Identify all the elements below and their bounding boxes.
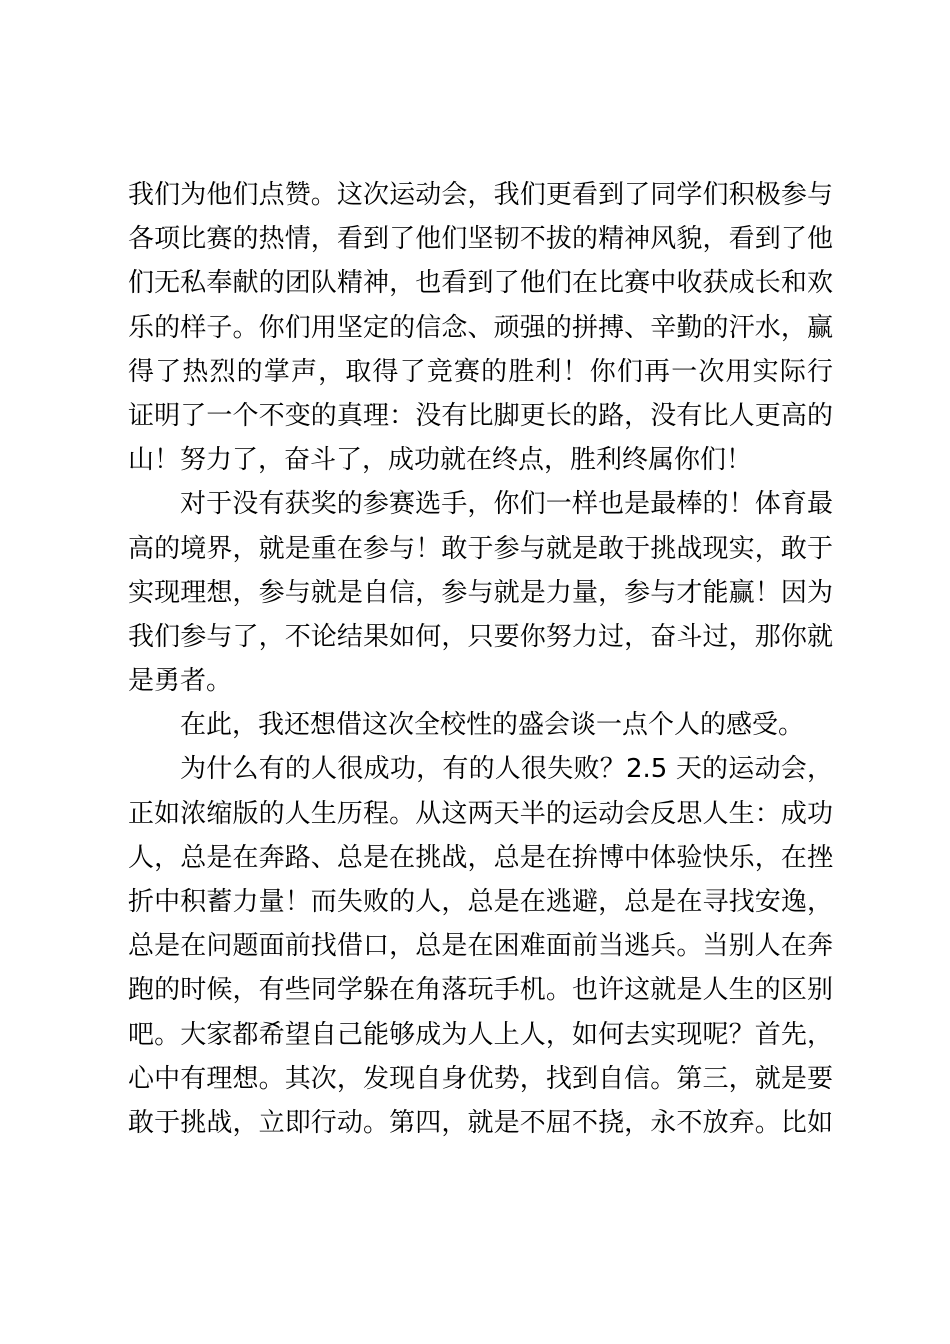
text-line: 乐的样子。你们用坚定的信念、顽强的拼搏、辛勤的汗水，赢 — [128, 312, 833, 343]
text-line: 心中有理想。其次，发现自身优势，找到自信。第三，就是要 — [128, 1063, 833, 1094]
paragraph — [128, 173, 833, 482]
text-line: 跑的时候，有些同学躲在角落玩手机。也许这就是人生的区别 — [128, 975, 833, 1006]
text-line: 对于没有获奖的参赛选手，你们一样也是最棒的！体育最 — [180, 489, 833, 520]
text-line: 我们为他们点赞。这次运动会，我们更看到了同学们积极参与 — [128, 180, 833, 210]
text-line: 人，总是在奔路、总是在挑战，总是在拚博中体验快乐，在挫 — [128, 842, 833, 873]
paragraph — [128, 747, 833, 1145]
text-line: 正如浓缩版的人生历程。从这两天半的运动会反思人生：成功 — [128, 798, 833, 829]
text-line: 总是在问题面前找借口，总是在困难面前当逃兵。当别人在奔 — [128, 931, 833, 962]
document-body — [128, 173, 833, 1145]
text-line: 山！努力了，奋斗了，成功就在终点，胜利终属你们！ — [128, 445, 753, 476]
text-line: 们无私奉献的团队精神，也看到了他们在比赛中收获成长和欢 — [128, 268, 833, 299]
text-line: 在此，我还想借这次全校性的盛会谈一点个人的感受。 — [180, 710, 805, 741]
paragraph — [128, 703, 833, 747]
text-line: 各项比赛的热情，看到了他们坚韧不拔的精神风貌，看到了他 — [128, 224, 833, 255]
text-line: 敢于挑战，立即行动。第四，就是不屈不挠，永不放弃。比如 — [128, 1107, 833, 1138]
paragraph — [128, 482, 833, 703]
text-line: 证明了一个不变的真理：没有比脚更长的路，没有比人更高的 — [128, 400, 833, 431]
text-line: 实现理想，参与就是自信，参与就是力量，参与才能赢！因为 — [128, 577, 833, 608]
text-line: 高的境界，就是重在参与！敢于参与就是敢于挑战现实，敢于 — [128, 533, 833, 564]
text-line: 是勇者。 — [128, 666, 233, 697]
text-line: 得了热烈的掌声，取得了竞赛的胜利！你们再一次用实际行 — [128, 356, 833, 387]
text-line: 我们参与了，不论结果如何，只要你努力过，奋斗过，那你就 — [128, 621, 833, 652]
text-line: 折中积蓄力量！而失败的人，总是在逃避，总是在寻找安逸， — [128, 887, 833, 917]
text-line: 为什么有的人很成功，有的人很失败？2.5 天的运动会， — [180, 754, 833, 785]
text-line: 吧。大家都希望自己能够成为人上人，如何去实现呢？首先， — [128, 1019, 833, 1050]
